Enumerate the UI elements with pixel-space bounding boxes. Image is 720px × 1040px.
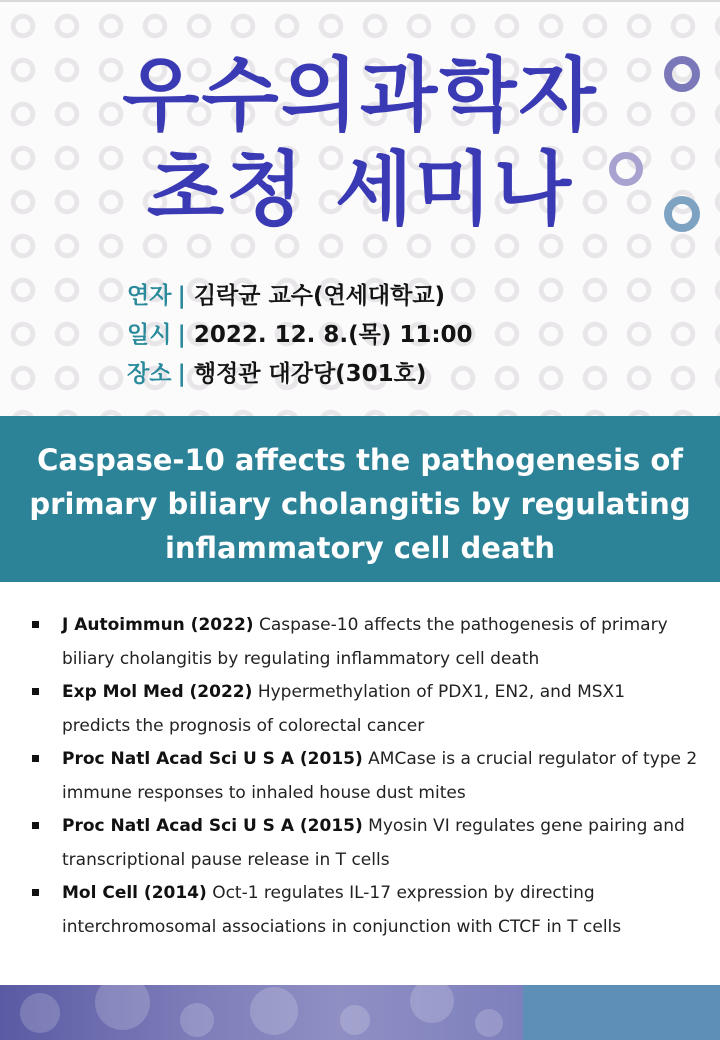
- footer-molecule-image: [0, 985, 523, 1040]
- decorative-ring-icon: [664, 196, 700, 232]
- publication-text: AMCase is a crucial regulator of type 2: [368, 749, 698, 769]
- talk-title-band: [0, 416, 720, 582]
- publication-journal: Mol Cell (2014): [62, 883, 207, 903]
- publication-journal: Proc Natl Acad Sci U S A (2015): [62, 816, 363, 836]
- publication-journal: Proc Natl Acad Sci U S A (2015): [62, 749, 363, 769]
- talk-title-line-2: primary biliary cholangitis by regulating: [29, 487, 691, 521]
- talk-title-line-1: Caspase-10 affects the pathogenesis of: [37, 443, 683, 477]
- publication-text-continued: biliary cholangitis by regulating inflammatory cell death: [62, 648, 540, 669]
- publication-text: Hypermethylation of PDX1, EN2, and MSX1: [257, 682, 626, 702]
- publication-text: Caspase-10 affects the pathogenesis of primary: [258, 615, 668, 635]
- decorative-ring-icon: [609, 152, 643, 186]
- publication-item: [30, 743, 700, 810]
- square-bullet-icon: [32, 755, 39, 762]
- publication-item: [30, 609, 700, 676]
- venue-value: 행정관 대강당(301호): [193, 361, 427, 387]
- square-bullet-icon: [32, 688, 39, 695]
- separator: |: [177, 283, 186, 309]
- date-value: 2022. 12. 8.(목) 11:00: [193, 322, 473, 348]
- venue-row: [127, 363, 426, 386]
- publication-list: [30, 609, 700, 944]
- square-bullet-icon: [32, 621, 39, 628]
- talk-title-line-3: inflammatory cell death: [164, 531, 556, 565]
- speaker-label: 연자: [127, 283, 172, 309]
- publication-item: [30, 676, 700, 743]
- publication-journal: J Autoimmun (2022): [62, 615, 254, 635]
- seminar-title-line-2: 초청 세미나: [146, 143, 574, 236]
- decorative-ring-icon: [664, 56, 700, 92]
- footer-accent-block: [523, 985, 720, 1040]
- publication-journal: Exp Mol Med (2022): [62, 682, 253, 702]
- date-row: [127, 324, 473, 347]
- speaker-value: 김락균 교수(연세대학교): [193, 283, 446, 309]
- speaker-row: [127, 285, 445, 308]
- date-label: 일시: [127, 322, 172, 348]
- publication-text-continued: interchromosomal associations in conjunction with CTCF in T cells: [62, 916, 622, 937]
- square-bullet-icon: [32, 822, 39, 829]
- publication-text: Myosin VI regulates gene pairing and: [368, 816, 685, 836]
- venue-label: 장소: [127, 361, 172, 387]
- publication-text-continued: transcriptional pause release in T cells: [62, 849, 390, 870]
- square-bullet-icon: [32, 889, 39, 896]
- publication-text: Oct-1 regulates IL-17 expression by directing: [212, 883, 595, 903]
- publication-text-continued: predicts the prognosis of colorectal cancer: [62, 715, 425, 736]
- publication-item: [30, 810, 700, 877]
- seminar-title-line-1: 우수의과학자: [122, 49, 598, 142]
- separator: |: [177, 361, 186, 387]
- publication-text-continued: immune responses to inhaled house dust mites: [62, 782, 466, 803]
- publication-item: [30, 877, 700, 944]
- separator: |: [177, 322, 186, 348]
- top-divider: [0, 0, 720, 2]
